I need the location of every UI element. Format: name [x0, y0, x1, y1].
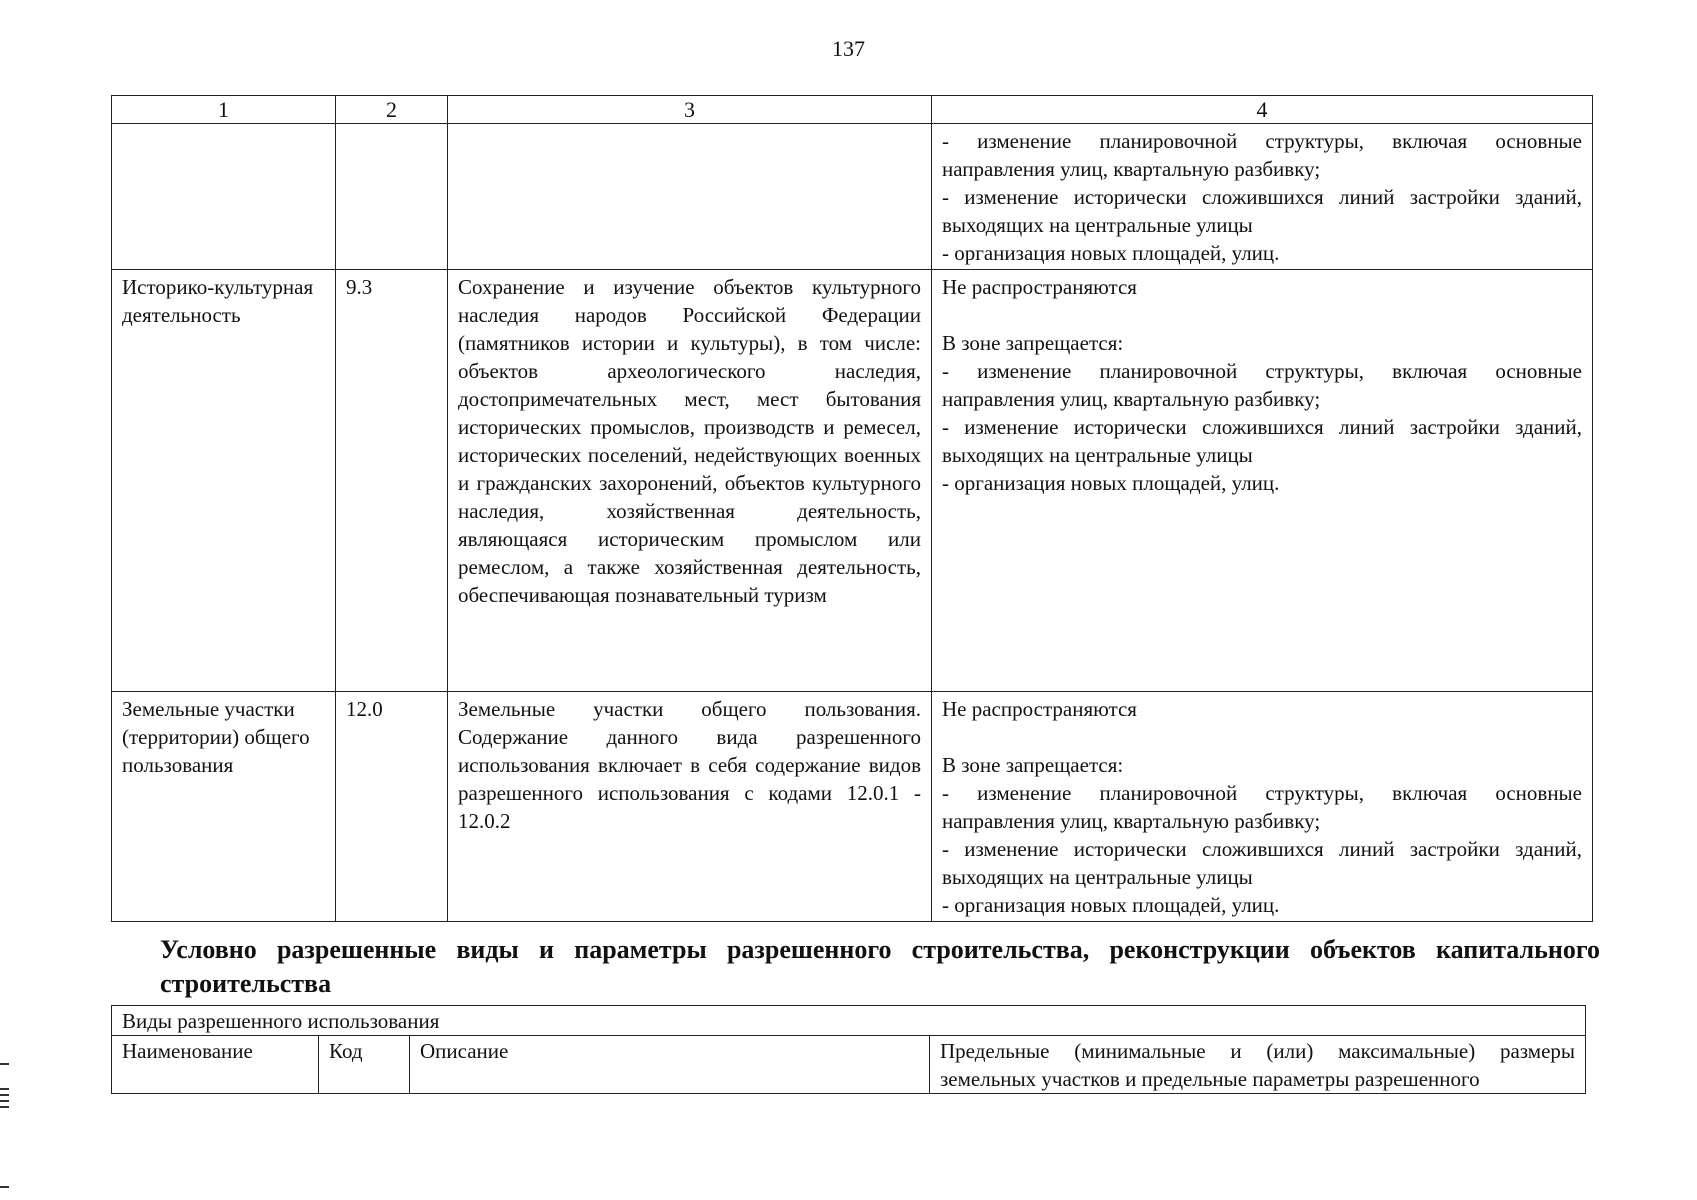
use-name-cell: Земельные участки (территории) общего пользования [112, 692, 336, 922]
page-number: 137 [832, 36, 865, 61]
table-row [112, 692, 1593, 922]
restrictions-cell [932, 692, 1593, 922]
restriction-item: - изменение исторически сложившихся линий застройки зданий, выходящих на центральные улицы [942, 415, 1582, 467]
column-header: 3 [448, 96, 932, 124]
table-row [112, 124, 1593, 270]
restriction-item: - организация новых площадей, улиц. [942, 241, 1280, 265]
use-code-cell: 9.3 [336, 270, 448, 692]
column-header-name: Наименование [112, 1036, 319, 1094]
section-title: Условно разрешенные виды и параметры разрешенного строительства, реконструкции объектов капитального строительства [160, 935, 1600, 998]
restrictions-cell [932, 270, 1593, 692]
table-group-header-row [112, 1006, 1586, 1036]
use-description-cell: Земельные участки общего пользования. Содержание данного вида разрешенного использования включает в себя содержание видов разрешенного использования с кодами 12.0.1 - 12.0.2 [448, 692, 932, 922]
spacer [942, 301, 1582, 329]
table-cell [112, 124, 336, 270]
prohibition-heading: В зоне запрещается: [942, 753, 1124, 777]
restriction-item: - изменение исторически сложившихся линий застройки зданий, выходящих на центральные улицы [942, 837, 1582, 889]
land-use-table [111, 95, 1593, 922]
table-header-row [112, 96, 1593, 124]
column-header-description: Описание [410, 1036, 930, 1094]
use-name-cell: Историко-культурная деятельность [112, 270, 336, 692]
table-header-row [112, 1036, 1586, 1094]
column-header: 2 [336, 96, 448, 124]
conditional-use-table [111, 1005, 1586, 1094]
scan-artifact [0, 1186, 9, 1188]
scan-artifact [0, 1088, 9, 1090]
use-description-cell: Сохранение и изучение объектов культурного наследия народов Российской Федерации (памятников истории и культуры), в том числе: объектов археологического наследия, достопримечательных мест, мест бытования исторических промыслов, производств и ремесел, исторических поселений, недействующих военных и гражданских захоронений, объектов культурного наследия, хозяйственная деятельность, являющаяся историческим промыслом или ремеслом, а также хозяйственная деятельность, обеспечивающая познавательный туризм [448, 270, 932, 692]
table-cell [448, 124, 932, 270]
restriction-item: - изменение планировочной структуры, включая основные направления улиц, квартальную разбивку; [942, 359, 1582, 411]
restriction-item: - организация новых площадей, улиц. [942, 471, 1280, 495]
scan-artifact [0, 1063, 9, 1065]
params-text: Не распространяются [942, 275, 1137, 299]
restriction-item: - изменение планировочной структуры, включая основные направления улиц, квартальную разбивку; [942, 781, 1582, 833]
column-header: 4 [932, 96, 1593, 124]
column-header-code: Код [319, 1036, 410, 1094]
restriction-item: - изменение исторически сложившихся линий застройки зданий, выходящих на центральные улицы [942, 185, 1582, 237]
scan-artifact [0, 1100, 9, 1102]
column-header: 1 [112, 96, 336, 124]
restriction-item: - организация новых площадей, улиц. [942, 893, 1280, 917]
scan-artifact [0, 1106, 9, 1108]
table-cell [336, 124, 448, 270]
restriction-item: - изменение планировочной структуры, включая основные направления улиц, квартальную разбивку; [942, 129, 1582, 181]
params-text: Не распространяются [942, 697, 1137, 721]
scan-artifact [0, 1094, 9, 1096]
table-row [112, 270, 1593, 692]
spacer [942, 723, 1582, 751]
restrictions-cell [932, 124, 1593, 270]
group-header: Виды разрешенного использования [112, 1006, 1586, 1036]
prohibition-heading: В зоне запрещается: [942, 331, 1124, 355]
use-code-cell: 12.0 [336, 692, 448, 922]
column-header-parameters: Предельные (минимальные и (или) максимальные) размеры земельных участков и предельные параметры разрешенного [930, 1036, 1586, 1094]
